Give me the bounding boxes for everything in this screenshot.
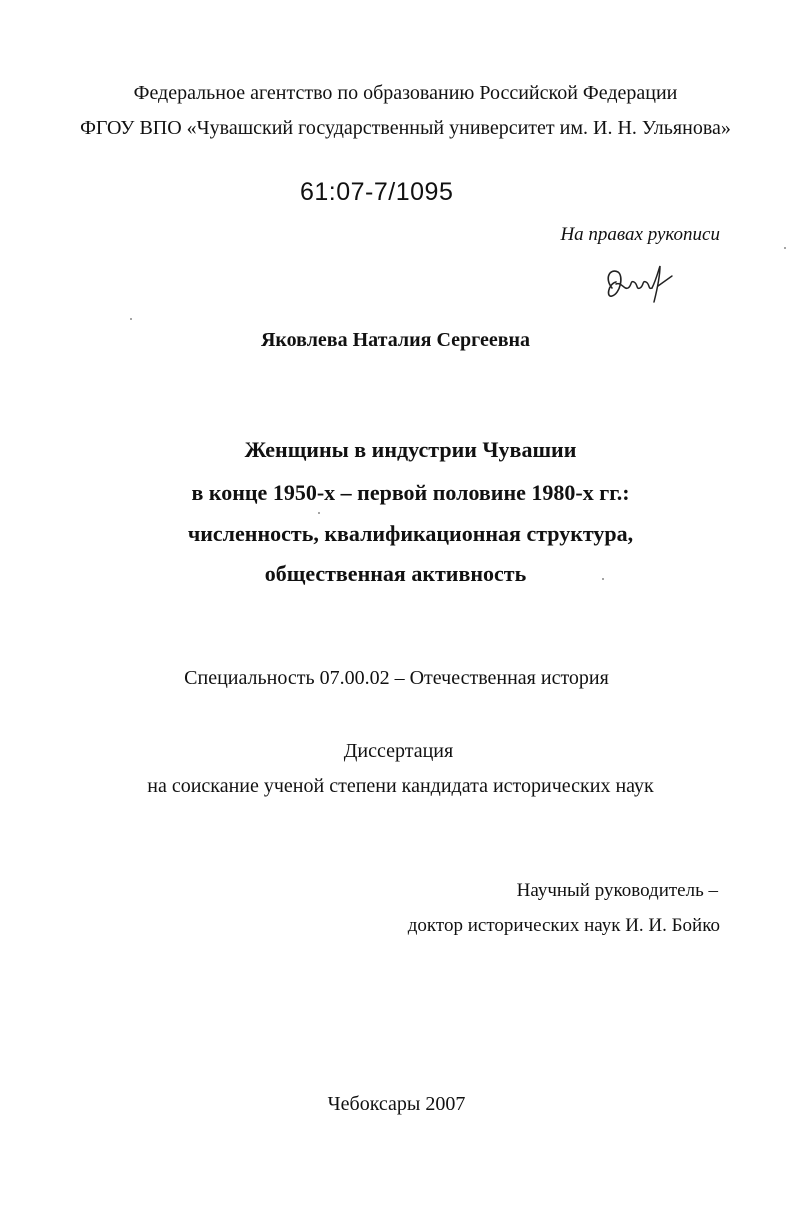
degree-description: на соискание ученой степени кандидата исторических наук: [147, 775, 654, 797]
handwritten-signature-icon: [600, 258, 680, 308]
title-line: общественная активность: [264, 561, 527, 586]
author-name: Яковлева Наталия Сергеевна: [260, 329, 531, 351]
agency-name: Федеральное агентство по образованию Российской Федерации: [133, 82, 678, 104]
title-line: в конце 1950-х – первой половине 1980-х гг.:: [191, 480, 630, 505]
scan-speck: [130, 318, 132, 320]
scan-speck: [602, 578, 604, 580]
scan-speck: [318, 512, 320, 514]
catalog-code: 61:07-7/1095: [300, 178, 454, 206]
specialty: Специальность 07.00.02 – Отечественная история: [184, 667, 609, 689]
scan-speck: [784, 247, 786, 249]
title-line: численность, квалификационная структура,: [187, 521, 634, 546]
university-name: ФГОУ ВПО «Чувашский государственный университет им. И. Н. Ульянова»: [80, 117, 731, 139]
supervisor-name: доктор исторических наук И. И. Бойко: [407, 915, 720, 936]
work-type: Диссертация: [343, 740, 454, 762]
supervisor-label: Научный руководитель –: [516, 880, 718, 901]
city-year: Чебоксары 2007: [327, 1093, 466, 1115]
rights-note: На правах рукописи: [560, 224, 720, 245]
title-line: Женщины в индустрии Чувашии: [244, 437, 577, 462]
